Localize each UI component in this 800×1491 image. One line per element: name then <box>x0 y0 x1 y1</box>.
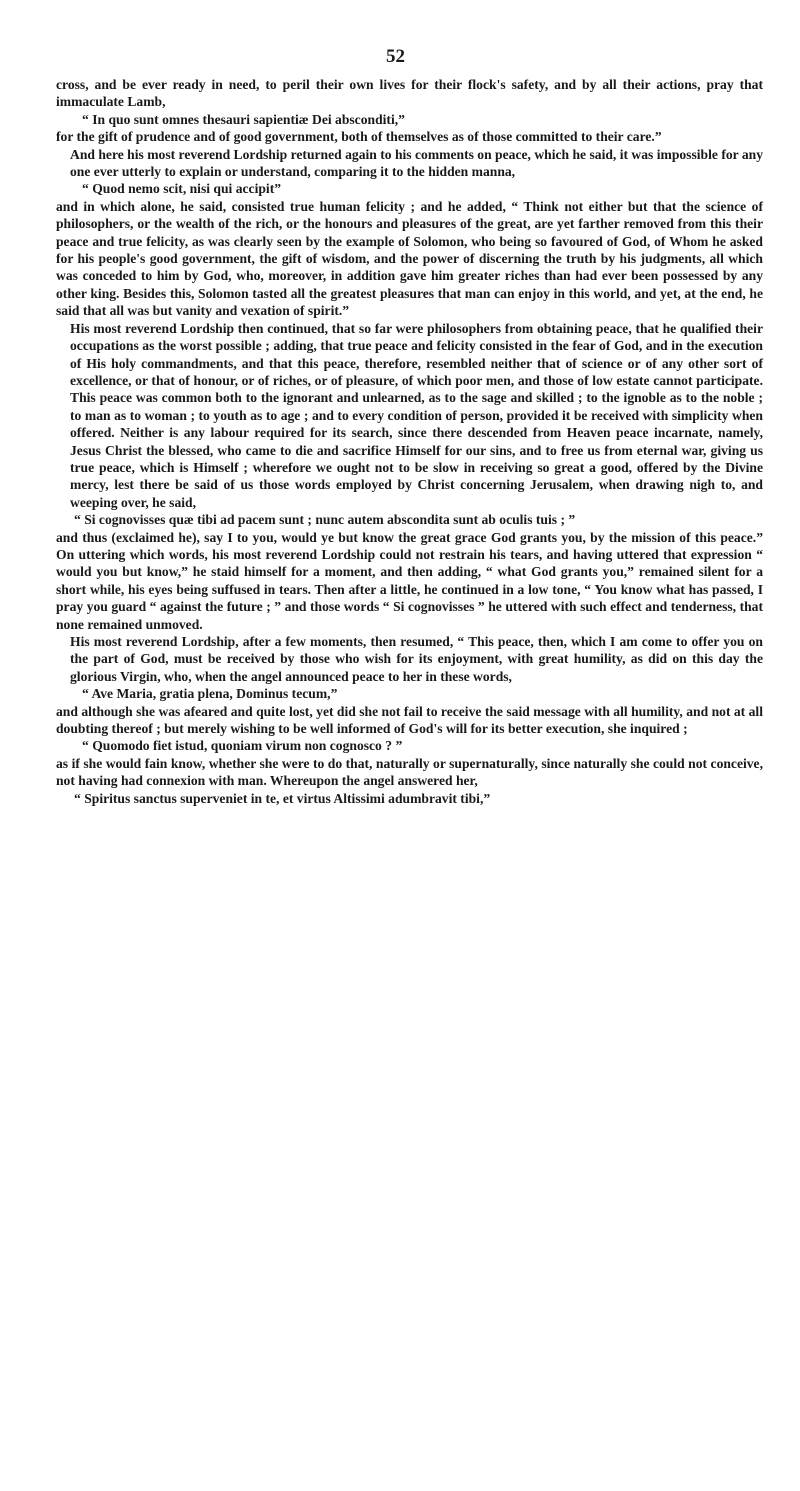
latin-quotation: “ In quo sunt omnes thesauri sapientiæ Dei absconditi,” <box>82 111 405 127</box>
paragraph: for the gift of prudence and of good government, both of themselves as of those committed to their care.” <box>56 129 662 145</box>
paragraph: His most reverend Lordship then continued, that so far were philosophers from obtaining peace, that he qualified their occupations as the worst possible ; adding, that true peace and felicity consisted in the fear of God, and in the execution of His holy commandments, and that this peace, therefore, resembled neither that of science or of any other sort of excellence, or that of honour, or of riches, or of pleasure, of which poor men, and those of low estate cannot participate. This peace was common both to the ignorant and unlearned, as to the sage and skilled ; to the ignoble as to the noble ; to man as to woman ; to youth as to age ; and to every condition of person, provided it be received with simplicity when offered. Neither is any labour required for its search, since there descended from Heaven peace incarnate, namely, Jesus Christ the blessed, who came to die and sacrifice Himself for our sins, and to free us from eternal war, giving us true peace, which is Himself ; wherefore we ought not to be slow in receiving so great a good, offered by the Divine mercy, lest there be said of us those words employed by Christ concerning Jerusalem, when drawing nigh to, and weeping over, he said, <box>70 320 763 510</box>
paragraph: and in which alone, he said, consisted true human felicity ; and he added, “ Think not either but that the science of philosophers, or the wealth of the rich, or the honours and pleasures of the great, are yet farther removed from this their peace and true felicity, as was clearly seen by the example of Solomon, who being so favoured of God, of Whom he asked for his people's good government, the gift of wisdom, and the power of discerning the truth by his judgments, all which was conceded to him by God, who, moreover, in addition gave him greater riches than had ever been possessed by any other king. Besides this, Solomon tasted all the greatest pleasures that man can enjoy in this world, and yet, at the end, he said that all was but vanity and vexation of spirit.” <box>56 198 763 319</box>
latin-quotation: “ Quod nemo scit, nisi qui accipit” <box>82 181 282 197</box>
paragraph: as if she would fain know, whether she were to do that, naturally or supernaturally, since naturally she could not conceive, not having had connexion with man. Whereupon the angel answered her, <box>56 755 763 789</box>
latin-quotation: “ Si cognovisses quæ tibi ad pacem sunt ; nunc autem abscondita sunt ab oculis tuis ; ” <box>74 512 576 528</box>
latin-quotation: “ Quomodo fiet istud, quoniam virum non cognosco ? ” <box>82 738 403 754</box>
latin-quotation: “ Spiritus sanctus superveniet in te, et virtus Altissimi adumbravit tibi,” <box>74 790 491 806</box>
paragraph: And here his most reverend Lordship returned again to his comments on peace, which he said, it was impossible for any one ever utterly to explain or understand, comparing it to the hidden manna, <box>70 146 763 180</box>
body-text <box>56 76 763 807</box>
page-number: 52 <box>386 46 405 67</box>
latin-quotation: “ Ave Maria, gratia plena, Dominus tecum,” <box>82 686 338 702</box>
paragraph: His most reverend Lordship, after a few moments, then resumed, “ This peace, then, which I am come to offer you on the part of God, must be received by those who wish for its enjoyment, with great humility, as did on this day the glorious Virgin, who, when the angel announced peace to her in these words, <box>70 634 763 684</box>
paragraph: and although she was afeared and quite lost, yet did she not fail to receive the said message with all humility, and not at all doubting thereof ; but merely wishing to be well informed of God's will for its better execution, she inquired ; <box>56 703 763 737</box>
paragraph: and thus (exclaimed he), say I to you, would ye but know the great grace God grants you, by the mission of this peace.” On uttering which words, his most reverend Lordship could not restrain his tears, and having uttered that expression “ would you but know,” he staid himself for a moment, and then adding, “ what God grants you,” remained silent for a short while, his eyes being suffused in tears. Then after a little, he continued in a low tone, “ You know what has passed, I pray you guard “ against the future ; ” and those words “ Si cognovisses ” he uttered with such effect and tenderness, that none remained unmoved. <box>56 529 763 632</box>
paragraph: cross, and be ever ready in need, to peril their own lives for their flock's safety, and by all their actions, pray that immaculate Lamb, <box>56 77 763 110</box>
